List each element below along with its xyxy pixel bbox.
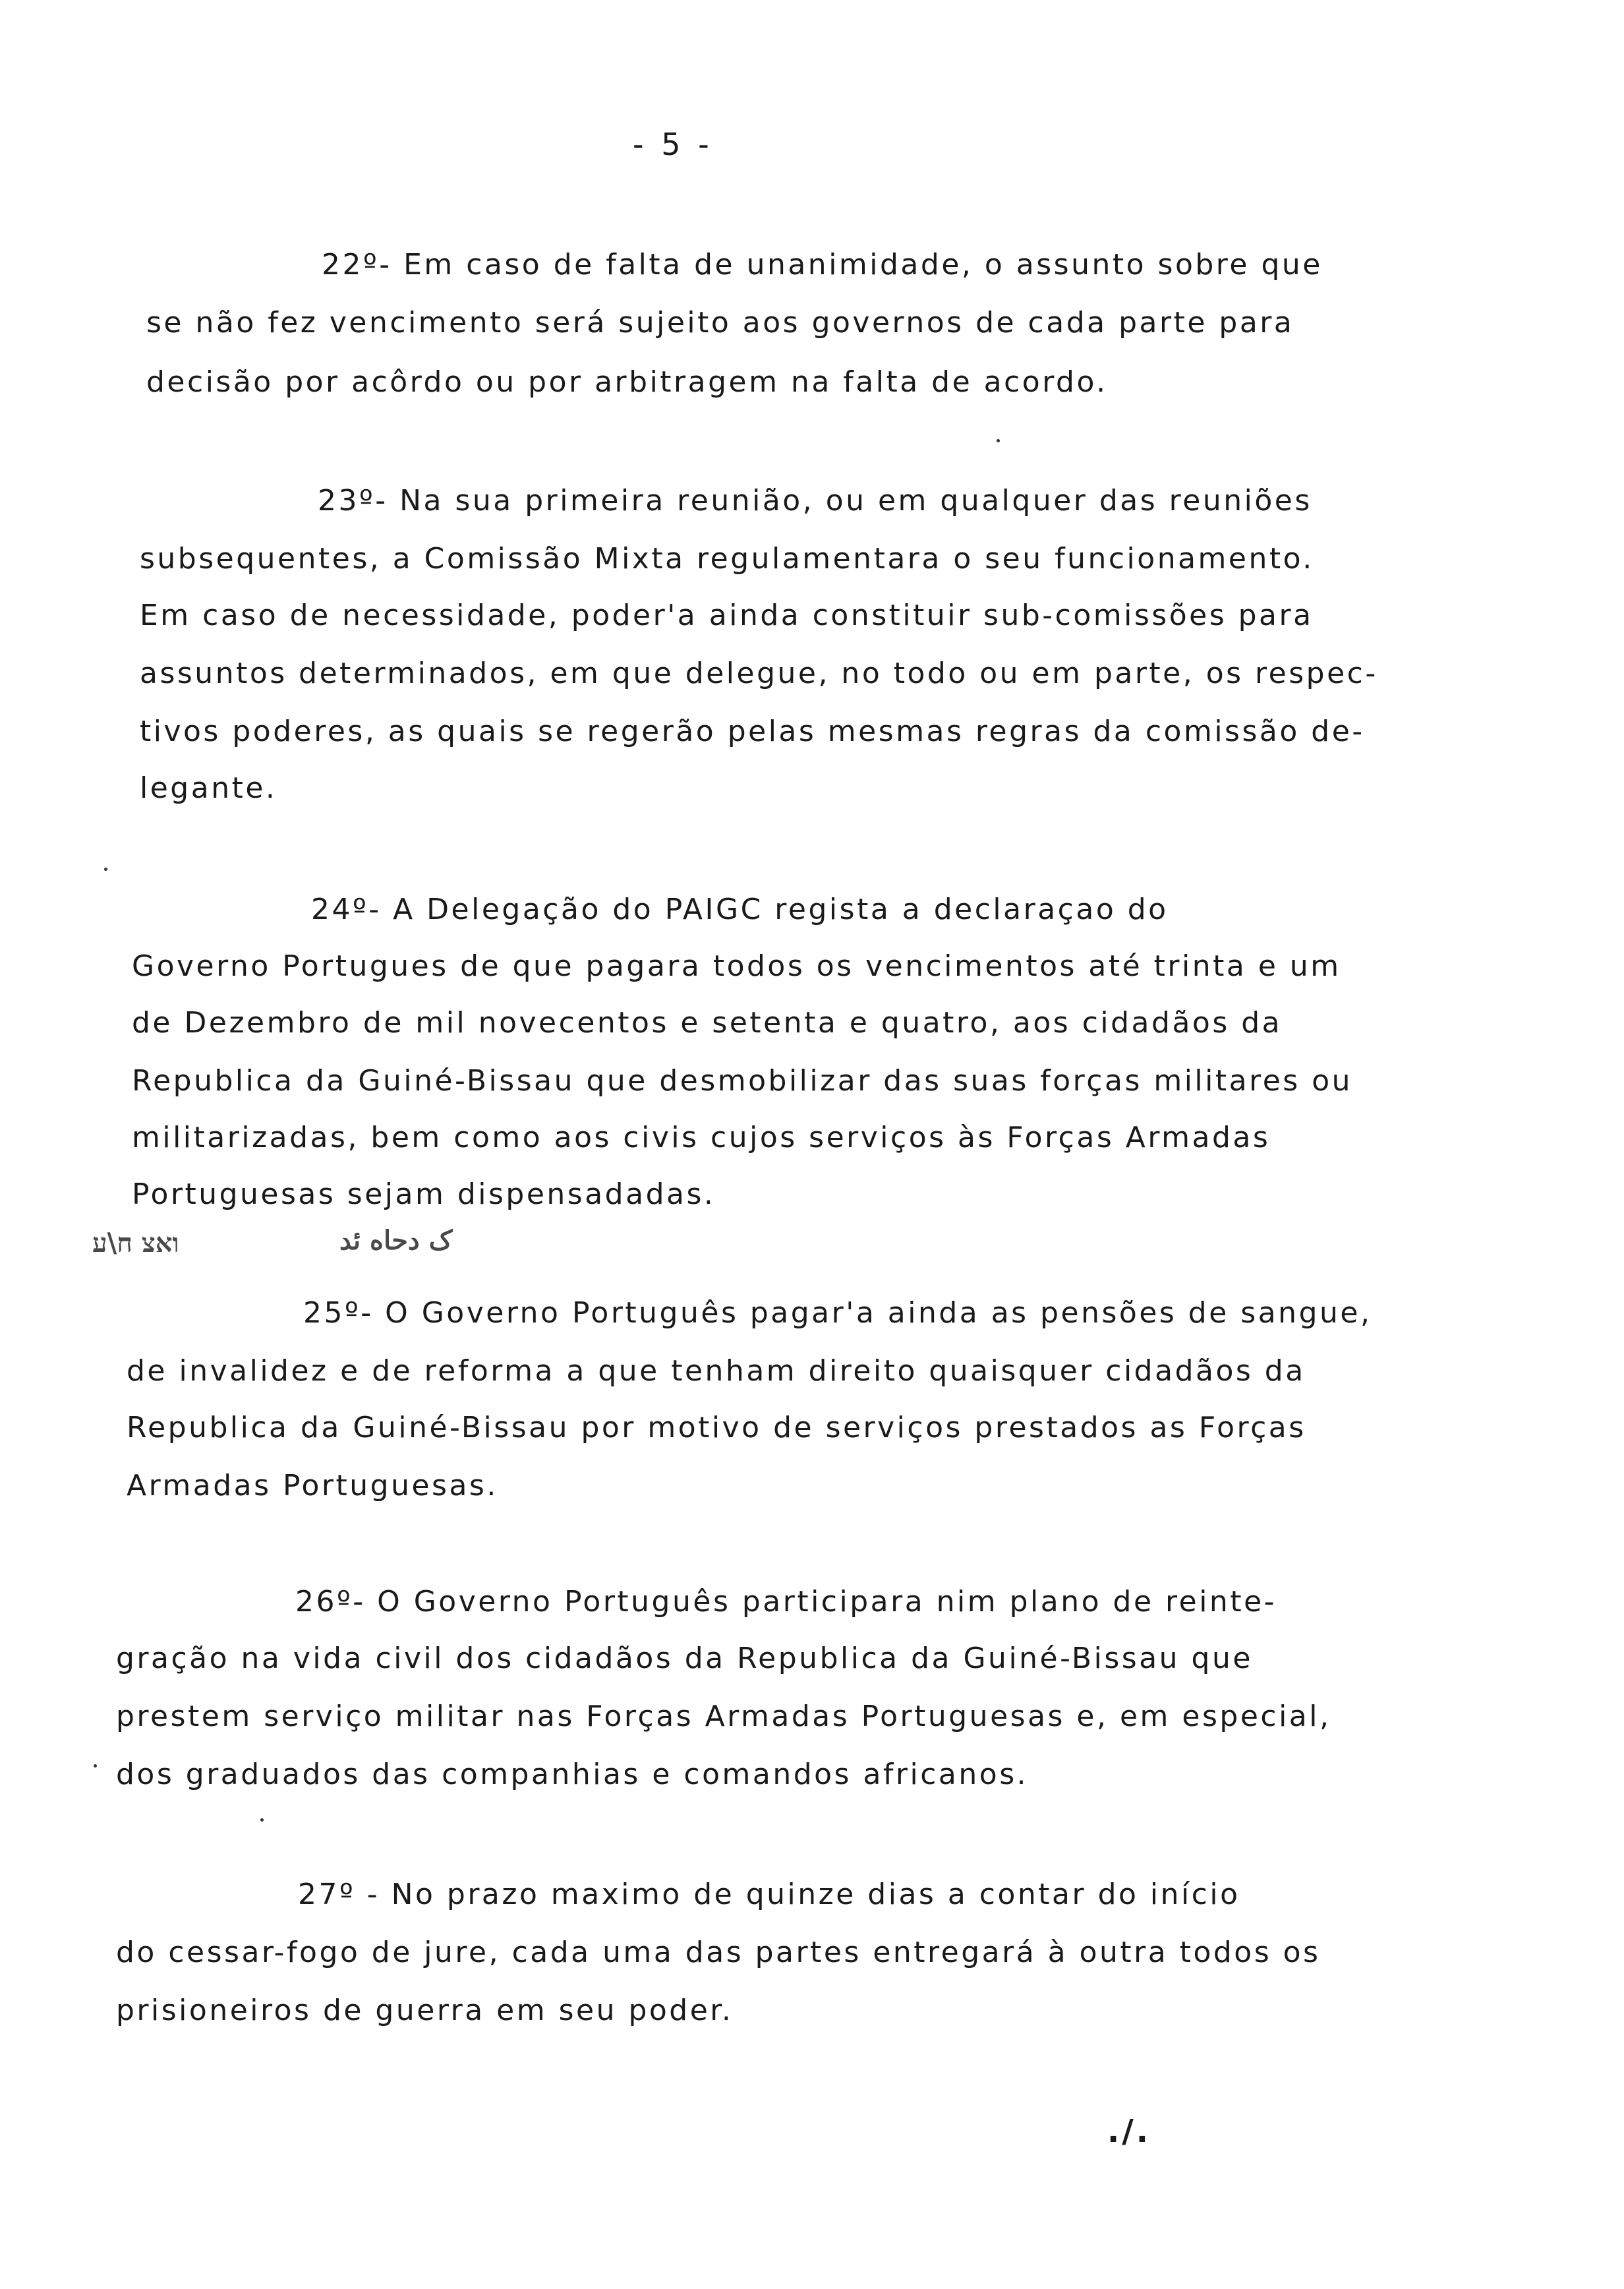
- continuation-mark: ./.: [1107, 2113, 1151, 2150]
- paragraph-23-line-2: subsequentes, a Comissão Mixta regulamentara o seu funcionamento.: [140, 542, 1314, 576]
- paragraph-27-line-2: do cessar-fogo de jure, cada uma das partes entregará à outra todos os: [116, 1936, 1321, 1969]
- paragraph-26-line-1: 26º- O Governo Português participara nim plano de reinte-: [295, 1585, 1277, 1619]
- paragraph-26-line-3: prestem serviço militar nas Forças Armadas Portuguesas e, em especial,: [116, 1700, 1331, 1733]
- paragraph-24-line-3: de Dezembro de mil novecentos e setenta e quatro, aos cidadãos da: [132, 1006, 1283, 1040]
- paragraph-25-line-4: Armadas Portuguesas.: [127, 1469, 498, 1502]
- paragraph-23-line-3: Em caso de necessidade, poder'a ainda constituir sub-comissões para: [140, 599, 1314, 632]
- handwritten-note-right: ک دحاه ئد: [339, 1225, 453, 1256]
- paragraph-27-line-1: 27º - No prazo maximo de quinze dias a contar do início: [298, 1878, 1240, 1911]
- paragraph-24-line-4: Republica da Guiné-Bissau que desmobilizar das suas forças militares ou: [132, 1064, 1353, 1098]
- paragraph-23-line-5: tivos poderes, as quais se regerão pelas mesmas regras da comissão de-: [140, 715, 1365, 748]
- page-number: - 5 -: [633, 127, 713, 162]
- paragraph-24-line-1: 24º- A Delegação do PAIGC regista a declaraçao do: [311, 893, 1169, 926]
- paragraph-23-line-1: 23º- Na sua primeira reunião, ou em qualquer das reuniões: [318, 484, 1312, 518]
- paragraph-24-line-6: Portuguesas sejam dispensadadas.: [132, 1177, 716, 1211]
- paragraph-26-line-2: gração na vida civil dos cidadãos da Republica da Guiné-Bissau que: [116, 1642, 1253, 1675]
- paragraph-24-line-2: Governo Portugues de que pagara todos os vencimentos até trinta e um: [132, 949, 1341, 983]
- paragraph-23-line-4: assuntos determinados, em que delegue, no todo ou em parte, os respec-: [140, 657, 1378, 690]
- scan-speck: [104, 868, 107, 871]
- handwritten-note-left: ואצ ח\ע: [92, 1228, 179, 1259]
- paragraph-23-line-6: legante.: [140, 771, 277, 805]
- paragraph-27-line-3: prisioneiros de guerra em seu poder.: [116, 1994, 734, 2027]
- paragraph-24-line-5: militarizadas, bem como aos civis cujos serviços às Forças Armadas: [132, 1121, 1271, 1154]
- paragraph-22-line-2: se não fez vencimento será sujeito aos governos de cada parte para: [146, 306, 1294, 340]
- paragraph-22-line-3: decisão por acôrdo ou por arbitragem na falta de acordo.: [146, 365, 1108, 399]
- paragraph-25-line-3: Republica da Guiné-Bissau por motivo de serviços prestados as Forças: [127, 1411, 1306, 1444]
- paragraph-22-line-1: 22º- Em caso de falta de unanimidade, o assunto sobre que: [322, 248, 1323, 282]
- paragraph-25-line-1: 25º- O Governo Português pagar'a ainda as pensões de sangue,: [303, 1296, 1372, 1330]
- scan-speck: [260, 1818, 264, 1822]
- scan-speck: [997, 439, 1000, 442]
- paragraph-26-line-4: dos graduados das companhias e comandos africanos.: [116, 1758, 1029, 1791]
- paragraph-25-line-2: de invalidez e de reforma a que tenham direito quaisquer cidadãos da: [127, 1354, 1306, 1388]
- scan-speck: [94, 1764, 97, 1768]
